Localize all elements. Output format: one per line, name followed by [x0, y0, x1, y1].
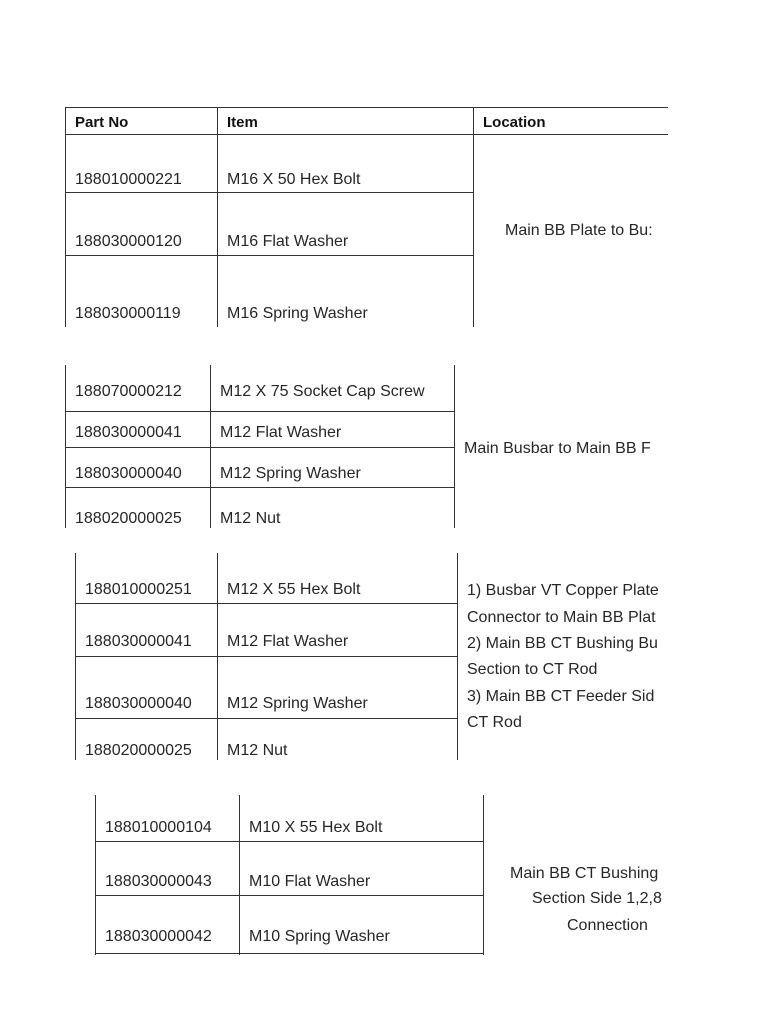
- part-number: 188020000025: [85, 742, 192, 759]
- item-name: M12 X 75 Socket Cap Screw: [220, 383, 425, 400]
- part-number: 188030000040: [75, 465, 182, 482]
- header-location: Location: [483, 114, 546, 131]
- location-line: Connection: [567, 917, 648, 934]
- part-number: 188010000251: [85, 581, 192, 598]
- location-line: Connector to Main BB Plat: [467, 609, 656, 626]
- location-line: 1) Busbar VT Copper Plate: [467, 582, 659, 599]
- header-part-no: Part No: [75, 114, 129, 131]
- table-line: [95, 841, 484, 842]
- part-number: 188020000025: [75, 510, 182, 527]
- location-line: CT Rod: [467, 714, 522, 731]
- item-name: M16 Flat Washer: [227, 233, 349, 250]
- part-number: 188010000104: [105, 819, 212, 836]
- table-line: [483, 795, 484, 955]
- location-line: Main BB CT Bushing: [510, 865, 659, 882]
- item-name: M16 Spring Washer: [227, 305, 368, 322]
- part-number: 188030000041: [85, 633, 192, 650]
- table-line: [95, 795, 96, 955]
- header-item: Item: [227, 114, 258, 131]
- part-number: 188010000221: [75, 171, 182, 188]
- location-text: Main Busbar to Main BB F: [464, 440, 651, 457]
- part-number: 188030000120: [75, 233, 182, 250]
- item-name: M16 X 50 Hex Bolt: [227, 171, 361, 188]
- item-name: M12 Nut: [220, 510, 281, 527]
- location-text: Main BB Plate to Bu:: [505, 222, 653, 239]
- location-line: 2) Main BB CT Bushing Bu: [467, 635, 658, 652]
- item-name: M10 X 55 Hex Bolt: [249, 819, 383, 836]
- location-line: Section to CT Rod: [467, 661, 598, 678]
- part-number: 188030000041: [75, 424, 182, 441]
- part-number: 188030000040: [85, 695, 192, 712]
- item-name: M12 Spring Washer: [220, 465, 361, 482]
- item-name: M12 Nut: [227, 742, 288, 759]
- part-number: 188070000212: [75, 383, 182, 400]
- item-name: M12 Flat Washer: [227, 633, 349, 650]
- table-line: [95, 953, 484, 954]
- part-number: 188030000043: [105, 873, 212, 890]
- location-line: 3) Main BB CT Feeder Sid: [467, 688, 655, 705]
- item-name: M12 Flat Washer: [220, 424, 342, 441]
- item-name: M12 X 55 Hex Bolt: [227, 581, 361, 598]
- part-number: 188030000042: [105, 928, 212, 945]
- item-name: M12 Spring Washer: [227, 695, 368, 712]
- item-name: M10 Flat Washer: [249, 873, 371, 890]
- table-line: [95, 895, 484, 896]
- item-name: M10 Spring Washer: [249, 928, 390, 945]
- location-line: Section Side 1,2,8: [532, 890, 662, 907]
- table-line: [239, 795, 240, 955]
- part-number: 188030000119: [75, 305, 181, 322]
